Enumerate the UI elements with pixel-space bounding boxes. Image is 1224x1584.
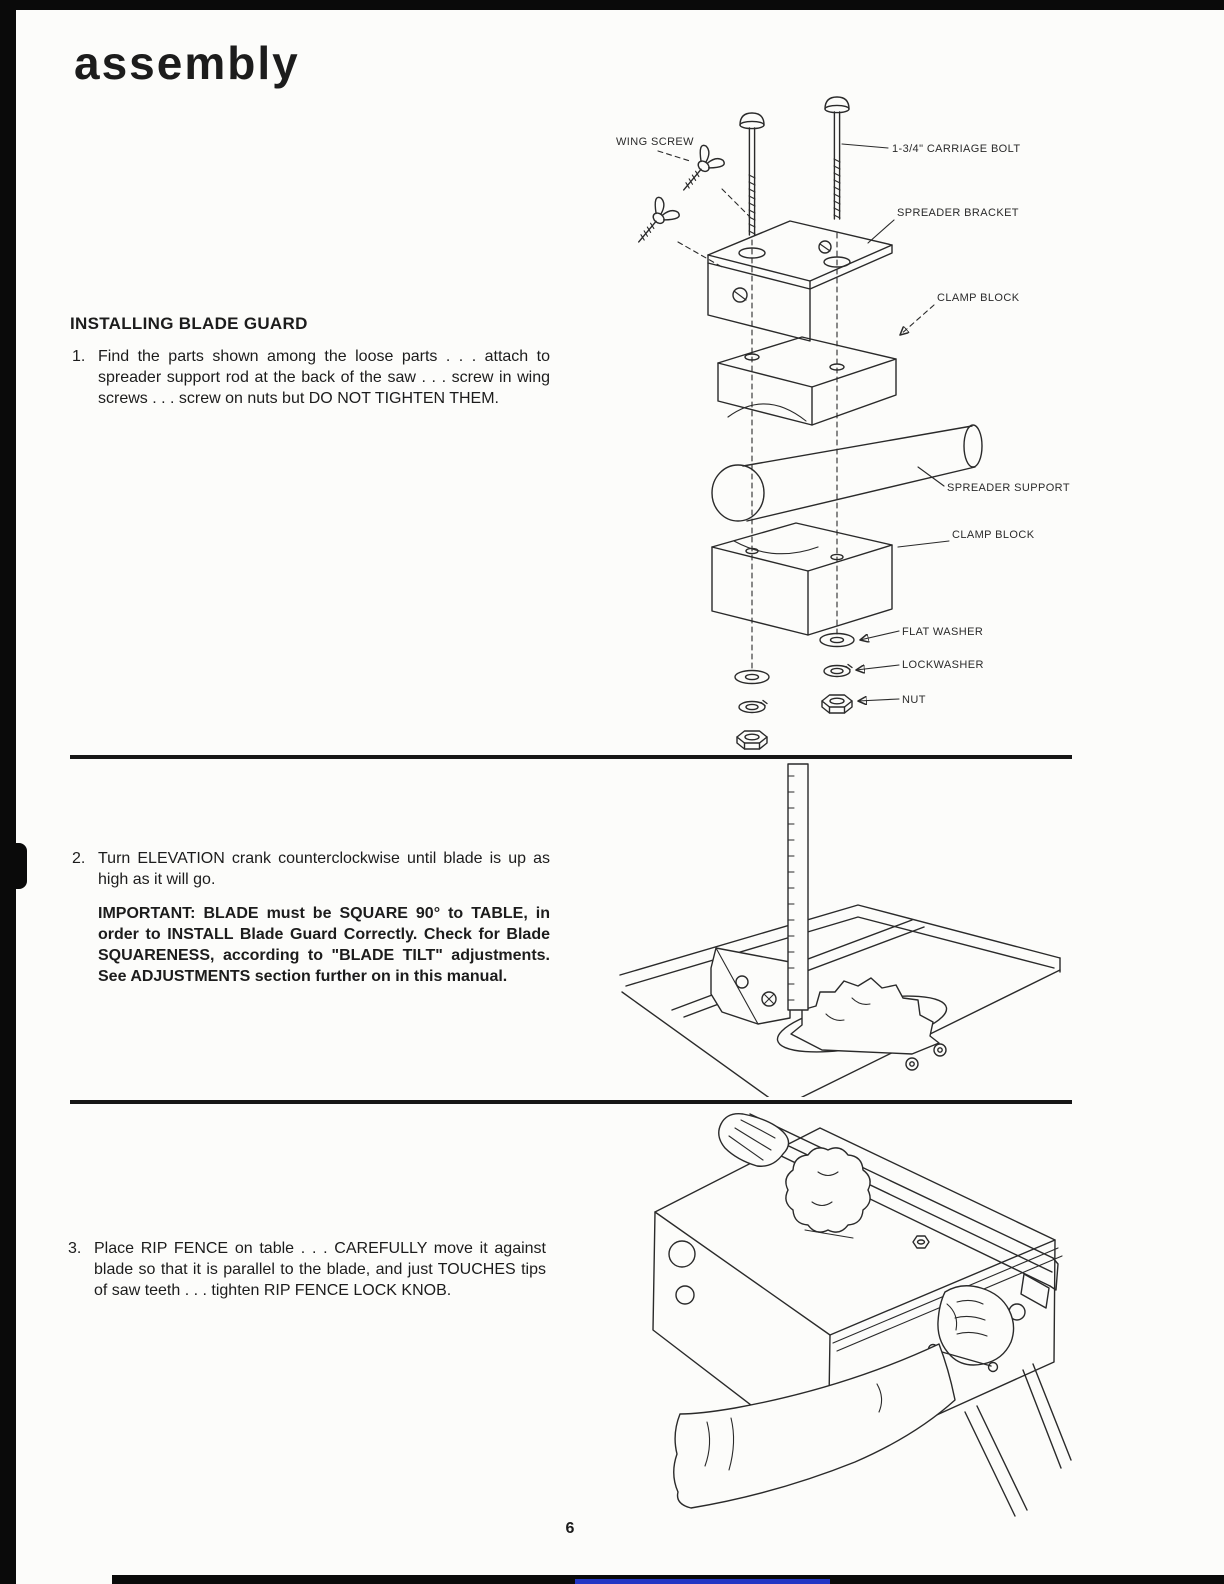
step-3-text: Place RIP FENCE on table . . . CAREFULLY move it against blade so that it is parallel to the blade, and just TOUCHES tips of saw teeth . . . tighten RIP FENCE LOCK KNOB. [94, 1240, 546, 1299]
step-3 [68, 1238, 546, 1301]
hand-right-drawing [938, 1286, 1014, 1365]
label-flat-washer: FLAT WASHER [902, 626, 984, 638]
scan-edge-blue [575, 1579, 830, 1584]
step-1 [72, 346, 550, 409]
step-2 [72, 848, 550, 987]
label-nut: NUT [902, 694, 926, 706]
carriage-bolt-drawing [740, 97, 849, 235]
clamp-block-top-drawing [718, 337, 896, 425]
step-2-number: 2. [72, 850, 86, 867]
scan-mark [0, 843, 27, 889]
section-heading: INSTALLING BLADE GUARD [70, 314, 308, 333]
step-2-text: Turn ELEVATION crank counterclockwise until blade is up as high as it will go. [98, 850, 550, 888]
label-spreader-bracket: SPREADER BRACKET [897, 207, 1019, 219]
step-2-important-note: IMPORTANT: BLADE must be SQUARE 90° to TABLE, in order to INSTALL Blade Guard Correctly. Check for Blade SQUARENESS, according to "BLADE TILT" adjustments. See ADJUSTMENTS section further on in this manual. [98, 905, 550, 985]
step-1-number: 1. [72, 348, 86, 365]
page-number: 6 [565, 1520, 575, 1537]
rip-fence-figure [625, 1112, 1085, 1532]
clamp-block-bottom-drawing [712, 523, 892, 635]
label-clamp-block-bottom: CLAMP BLOCK [952, 529, 1035, 541]
spreader-bracket-drawing [708, 221, 892, 341]
label-wing-screw: WING SCREW [616, 136, 694, 148]
section-divider [70, 1100, 1072, 1104]
section-divider [70, 755, 1072, 759]
label-spreader-support: SPREADER SUPPORT [947, 482, 1070, 494]
wing-screw-drawing [628, 144, 750, 267]
label-lockwasher: LOCKWASHER [902, 659, 984, 671]
blade-square-figure [612, 762, 1082, 1097]
scan-edge-left [0, 0, 16, 1584]
label-clamp-block-top: CLAMP BLOCK [937, 292, 1020, 304]
combination-square-drawing [711, 764, 808, 1024]
hand-top-drawing [719, 1114, 789, 1167]
saw-blade-drawing [791, 978, 939, 1054]
step-3-number: 3. [68, 1240, 82, 1257]
page-title: assembly [74, 37, 300, 89]
exploded-parts-figure [600, 95, 1120, 755]
forearm-drawing [674, 1344, 955, 1508]
label-carriage-bolt: 1-3/4" CARRIAGE BOLT [892, 143, 1021, 155]
scan-edge-top [0, 0, 1224, 10]
stand-legs-drawing [965, 1364, 1071, 1516]
washer-nut-drawing [735, 634, 854, 750]
step-1-text: Find the parts shown among the loose parts . . . attach to spreader support rod at the back of the saw . . . screw in wing screws . . . screw on nuts but DO NOT TIGHTEN THEM. [98, 348, 550, 407]
